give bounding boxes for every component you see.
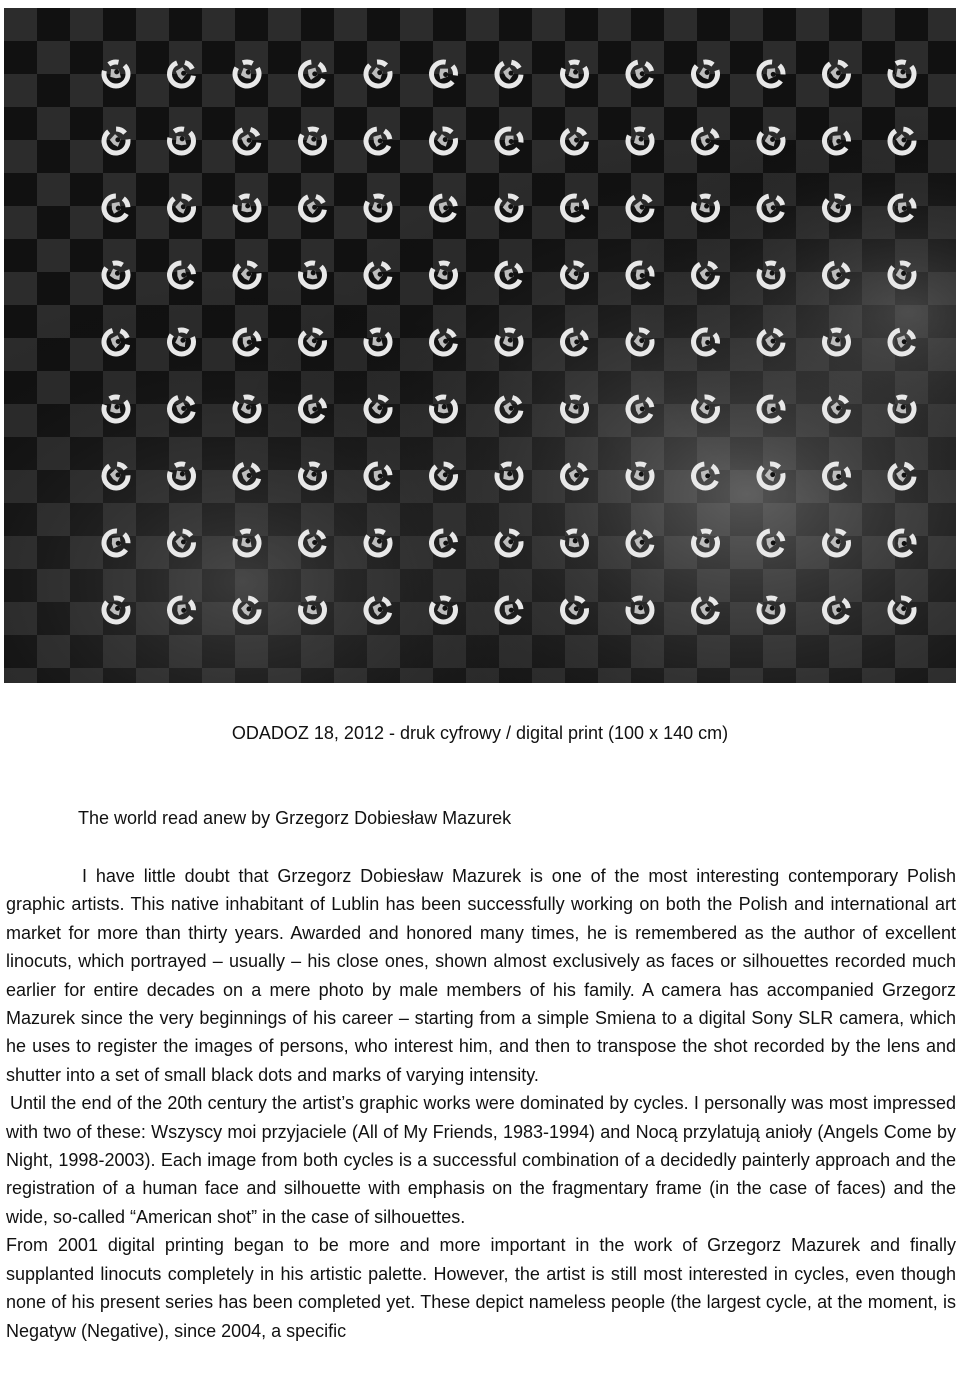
article-title: The world read anew by Grzegorz Dobiesław Mazurek bbox=[78, 808, 512, 828]
paragraph: I have little doubt that Grzegorz Dobiesław Mazurek is one of the most interesting contemporary Polish graphic artists. This native inhabitant of Lublin has been successfully working on both the Polish and international art market for more than thirty years. Awarded and honored many times, he is remembered as the author of excellent linocuts, which portrayed – usually – his close ones, shown almost exclusively as faces or silhouettes recorded much earlier for entire decades on a mere photo by male members of his family. A camera has accompanied Grzegorz Mazurek since the very beginnings of his career – starting from a simple Smiena to a digital Sony SLR camera, which he uses to register the images of persons, who interest him, and then to transpose the shot recorded by the lens and shutter into a set of small black dots and marks of varying intensity. bbox=[6, 866, 956, 1085]
artwork-image bbox=[4, 8, 956, 683]
paragraph: From 2001 digital printing began to be more and more important in the work of Grzegorz Mazurek and finally supplanted linocuts completely in his artistic palette. However, the artist is still most interested in cycles, even though none of his present series has been completed yet. These depict nameless people (the largest cycle, at the moment, is Negatyw (Negative), since 2004, a specific bbox=[6, 1235, 956, 1341]
artwork-caption: ODADOZ 18, 2012 - druk cyfrowy / digital print (100 x 140 cm) bbox=[231, 723, 729, 743]
paragraph: Until the end of the 20th century the artist’s graphic works were dominated by cycles. I personally was most impressed with two of these: Wszyscy moi przyjaciele (All of My Friends, 1983-1994) and Nocą przylatują anioły (Angels Come by Night, 1998-2003). Each image from both cycles is a successful combination of a decidedly painterly approach and the registration of a human face and silhouette with emphasis on the fragmentary frame (in the case of faces) and the wide, so-called “American shot” in the case of silhouettes. bbox=[6, 1093, 956, 1227]
article-body bbox=[6, 862, 956, 1345]
artwork-canvas bbox=[4, 8, 956, 683]
smoke-overlay bbox=[4, 8, 956, 683]
